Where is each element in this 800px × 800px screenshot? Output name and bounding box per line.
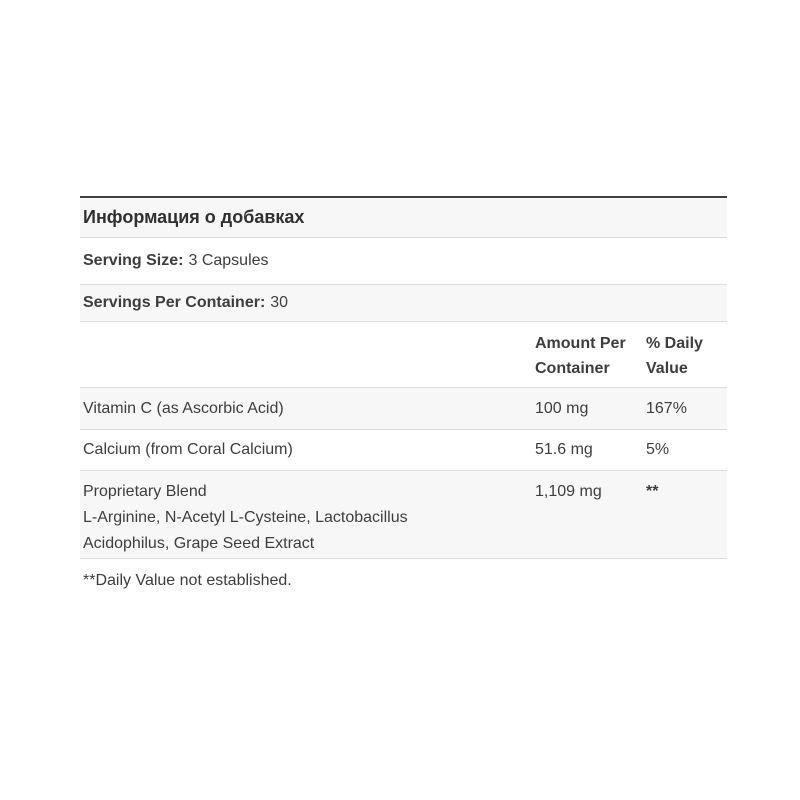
nutrient-amount: 1,109 mg xyxy=(535,483,602,500)
table-row-calcium xyxy=(80,430,727,471)
nutrient-amount: 51.6 mg xyxy=(535,441,593,458)
servings-per-container-value: 30 xyxy=(270,294,289,311)
serving-size-label: Serving Size: xyxy=(83,252,184,269)
nutrient-name: Calcium (from Coral Calcium) xyxy=(83,441,293,458)
column-header-amount xyxy=(535,331,646,381)
supplement-facts-table xyxy=(80,196,727,590)
column-header-amount-line2: Container xyxy=(535,360,610,377)
column-header-dv-line1: % Daily xyxy=(646,335,703,352)
daily-value-footnote xyxy=(80,559,727,590)
column-header-row xyxy=(80,322,727,388)
servings-per-container-label: Servings Per Container: xyxy=(83,294,266,311)
nutrient-amount: 100 mg xyxy=(535,399,589,417)
blend-ingredients-line2: Acidophilus, Grape Seed Extract xyxy=(83,535,315,552)
table-row-vitamin-c xyxy=(80,388,727,430)
table-title-row xyxy=(80,198,727,238)
serving-size-value: 3 Capsules xyxy=(188,252,269,269)
column-header-amount-line1: Amount Per xyxy=(535,335,626,352)
footnote-text: **Daily Value not established. xyxy=(83,572,292,589)
blend-ingredients-line1: L-Arginine, N-Acetyl L-Cysteine, Lactobacillus xyxy=(83,509,408,526)
column-header-dv-line2: Value xyxy=(646,360,688,377)
nutrient-daily-value: ** xyxy=(646,483,659,500)
table-title: Информация о добавках xyxy=(83,207,305,227)
serving-size-row xyxy=(80,238,727,285)
servings-per-container-row xyxy=(80,285,727,322)
nutrient-name: Vitamin C (as Ascorbic Acid) xyxy=(83,399,284,417)
nutrient-daily-value: 167% xyxy=(646,399,687,417)
column-header-daily-value xyxy=(646,331,725,381)
nutrient-daily-value: 5% xyxy=(646,441,670,458)
nutrient-name: Proprietary Blend xyxy=(83,483,207,500)
table-row-proprietary-blend xyxy=(80,471,727,559)
nutrient-name-block xyxy=(83,479,535,557)
